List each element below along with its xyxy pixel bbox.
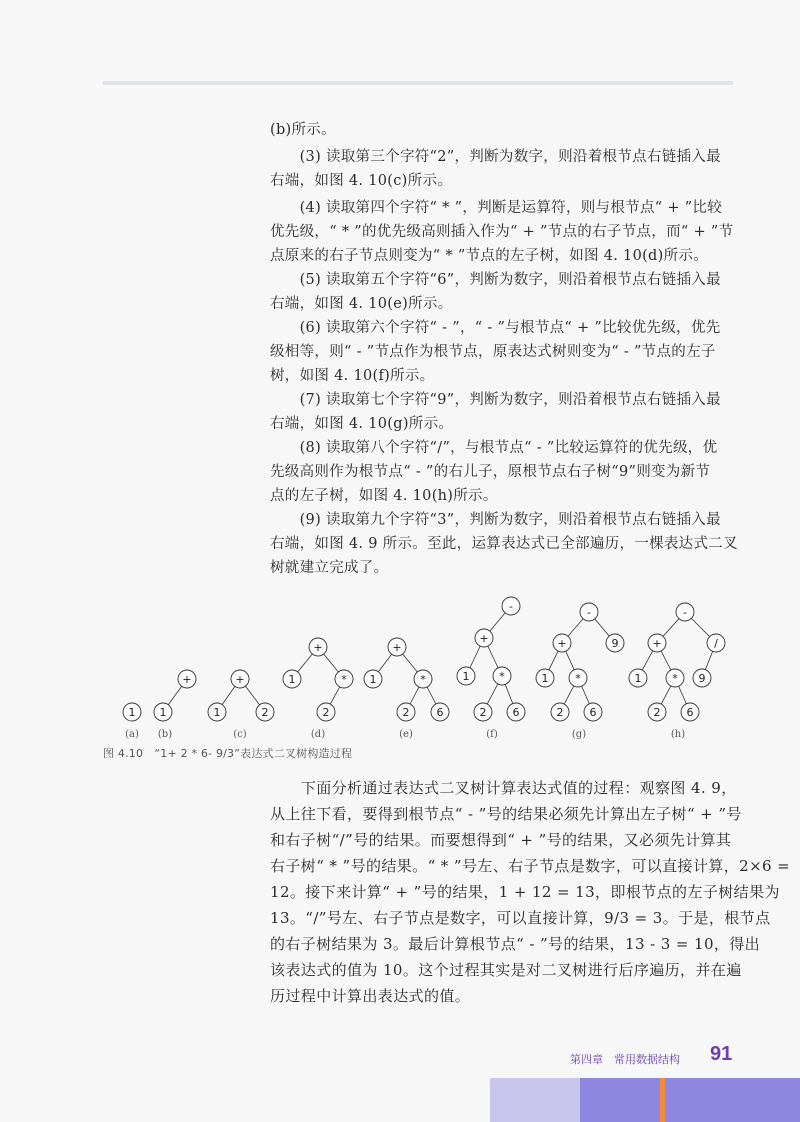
paragraph-6	[270, 388, 733, 436]
text-line: 和右子树“/”号的结果。而要想得到“ + ”号的结果，又必须先计算其	[270, 831, 732, 849]
tree-node-label: 9	[611, 637, 619, 650]
tree-node-label: 1	[541, 672, 549, 685]
tree-g	[536, 603, 624, 740]
tree-c	[208, 670, 274, 740]
tree-node-label: 1	[462, 670, 470, 683]
subfigure-label: (a)	[125, 729, 139, 740]
tree-e	[364, 638, 449, 740]
text-line: (3) 读取第三个字符“2”，判断为数字，则沿着根节点右链插入最	[270, 149, 721, 165]
paragraph-7	[270, 436, 733, 508]
tree-edge	[679, 686, 687, 704]
tree-node-label: 1	[128, 706, 136, 719]
tree-d	[283, 638, 353, 740]
tree-edge	[222, 686, 235, 704]
tree-a	[123, 703, 141, 740]
text-line: (b)所示。	[270, 122, 336, 138]
paragraph-1	[270, 118, 733, 142]
tree-node-label: -	[683, 606, 687, 619]
paragraph-8	[270, 508, 738, 580]
footer-stripe-light	[490, 1078, 580, 1122]
tree-edge	[245, 686, 259, 705]
footer-stripe-end	[665, 1078, 800, 1122]
text-line: 级相等，则“ - ”节点作为根节点，原表达式树则变为“ - ”节点的左子	[270, 344, 716, 360]
text-line: 下面分析通过表达式二叉树计算表达式值的过程：观察图 4. 9，	[270, 779, 737, 797]
subfigure-label: (c)	[233, 729, 247, 740]
tree-edge	[564, 686, 574, 704]
text-line: 树，如图 4. 10(f)所示。	[270, 368, 435, 384]
text-line: (5) 读取第五个字符“6”，判断为数字，则沿着根节点右链插入最	[270, 272, 721, 288]
text-line: 先级高则作为根节点“ - ”的右儿子，原根节点右子树“9”则变为新节	[270, 464, 711, 480]
tree-edge	[324, 654, 339, 672]
paragraph-5	[270, 316, 733, 388]
tree-edge	[642, 651, 652, 670]
tree-node-label: 1	[213, 706, 221, 719]
tree-edge	[568, 619, 583, 636]
header-rule	[103, 81, 733, 85]
text-line: 右端，如图 4. 10(g)所示。	[270, 416, 454, 432]
analysis-paragraph	[270, 775, 791, 1009]
paragraph-4	[270, 268, 733, 316]
footer-stripe-mid	[580, 1078, 660, 1122]
text-line: 右端，如图 4. 10(e)所示。	[270, 296, 453, 312]
tree-h	[629, 603, 725, 740]
tree-node-label: 2	[653, 706, 661, 719]
text-line: (8) 读取第八个字符“/”，与根节点“ - ”比较运算符的优先级，优	[270, 440, 718, 456]
subfigure-label: (f)	[486, 729, 498, 740]
text-line: 点原来的右子节点则变为“ * ”节点的左子树，如图 4. 10(d)所示。	[270, 248, 708, 264]
tree-edge	[505, 684, 512, 703]
tree-node-label: /	[714, 637, 718, 650]
tree-edge	[378, 654, 391, 672]
tree-edge	[691, 618, 709, 636]
tree-node-label: 1	[634, 672, 642, 685]
tree-node-label: +	[182, 673, 192, 686]
text-line: 右端，如图 4. 9 所示。至此，运算表达式已全部遍历，一棵表达式二叉	[270, 536, 738, 552]
tree-node-label: *	[341, 673, 347, 686]
tree-node-label: -	[587, 606, 591, 619]
tree-edge	[168, 686, 181, 704]
tree-node-label: 9	[698, 672, 706, 685]
tree-node-label: +	[313, 641, 323, 654]
tree-node-label: +	[652, 637, 662, 650]
chapter-title: 第四章 常用数据结构	[570, 1053, 680, 1066]
subfigure-label: (d)	[310, 729, 326, 740]
text-line: 树就建立完成了。	[270, 560, 389, 576]
tree-edge	[488, 646, 498, 668]
tree-edge	[427, 687, 436, 704]
tree-edge	[487, 684, 498, 704]
tree-node-label: 6	[686, 706, 694, 719]
text-line: (4) 读取第四个字符“ * ”，判断是运算符，则与根节点“ + ”比较	[270, 200, 723, 216]
tree-node-label: *	[499, 670, 505, 683]
text-line: 优先级，“ * ”的优先级高则插入作为“ + ”节点的右子节点，而“ + ”节	[270, 224, 734, 240]
text-line: 12。接下来计算“ + ”号的结果，1 + 12 = 13，即根节点的左子树结果为	[270, 883, 780, 901]
text-line: 该表达式的值为 10。这个过程其实是对二叉树进行后序遍历，并在遍	[270, 961, 742, 979]
tree-node-label: 6	[589, 706, 597, 719]
tree-b	[154, 670, 196, 740]
tree-node-label: 2	[556, 706, 564, 719]
figure-caption: 图 4.10 “1+ 2 * 6- 9/3”表达式二叉树构造过程	[103, 747, 353, 760]
tree-node-label: 1	[369, 673, 377, 686]
tree-node-label: 6	[512, 706, 520, 719]
paragraph-2	[270, 145, 733, 193]
text-line: 从上往下看，要得到根节点“ - ”号的结果必须先计算出左子树“ + ”号	[270, 805, 742, 823]
text-line: 点的左子树，如图 4. 10(h)所示。	[270, 488, 498, 504]
subfigure-label: (g)	[571, 729, 587, 740]
text-line: 右端，如图 4. 10(c)所示。	[270, 173, 453, 189]
tree-node-label: 1	[159, 706, 167, 719]
subfigure-label: (h)	[670, 729, 686, 740]
tree-node-label: +	[235, 673, 245, 686]
expression-tree-figure	[100, 592, 740, 742]
tree-edge	[410, 687, 419, 704]
tree-edge	[663, 619, 679, 637]
tree-edge	[595, 619, 609, 636]
page-number: 91	[710, 1043, 733, 1065]
tree-edge	[298, 654, 313, 672]
tree-edge	[549, 651, 558, 670]
tree-edge	[705, 651, 712, 669]
tree-edge	[490, 613, 505, 631]
text-line: (7) 读取第七个字符“9”，判断为数字，则沿着根节点右链插入最	[270, 392, 721, 408]
text-line: 右子树“ * ”号的结果。“ * ”号左、右子节点是数字，可以直接计算，2×6 =	[270, 857, 791, 875]
tree-edge	[403, 654, 418, 672]
tree-node-label: +	[392, 641, 402, 654]
tree-node-label: -	[509, 600, 513, 613]
tree-node-label: 2	[479, 706, 487, 719]
text-line: 13。“/”号左、右子节点是数字，可以直接计算，9/3 = 3。于是，根节点	[270, 909, 771, 927]
tree-node-label: 2	[402, 706, 410, 719]
tree-edge	[566, 651, 575, 670]
tree-f	[457, 597, 525, 740]
tree-node-label: +	[479, 632, 489, 645]
text-line: (6) 读取第六个字符“ - ”，“ - ”与根节点“ + ”比较优先级，优先	[270, 320, 721, 336]
tree-node-label: 2	[261, 706, 269, 719]
tree-edge	[661, 686, 671, 704]
text-line: 历过程中计算出表达式的值。	[270, 987, 471, 1005]
tree-node-label: *	[420, 673, 426, 686]
text-line: (9) 读取第九个字符“3”，判断为数字，则沿着根节点右链插入最	[270, 512, 721, 528]
tree-edge	[330, 687, 339, 704]
tree-edge	[661, 651, 671, 670]
tree-node-label: *	[672, 672, 678, 685]
text-line: 的右子树结果为 3。最后计算根节点“ - ”号的结果，13 - 3 = 10，得出	[270, 935, 761, 953]
tree-node-label: 2	[322, 706, 330, 719]
tree-node-label: *	[575, 672, 581, 685]
subfigure-label: (e)	[399, 729, 413, 740]
tree-node-label: +	[557, 637, 567, 650]
tree-edge	[470, 646, 480, 668]
tree-node-label: 6	[436, 706, 444, 719]
paragraph-3	[270, 196, 733, 268]
subfigure-label: (b)	[157, 729, 173, 740]
tree-edge	[582, 686, 590, 704]
tree-node-label: 1	[288, 673, 296, 686]
